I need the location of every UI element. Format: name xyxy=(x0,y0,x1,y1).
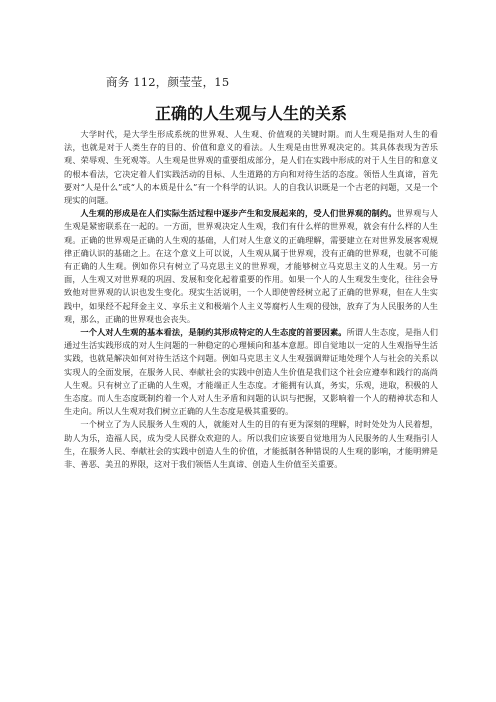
paragraph-text: 一个树立了为人民服务人生观的人，就能对人生的目的有更为深刻的理解，时时处处为人民着想，助人为乐，造福人民，成为受人民群众欢迎的人。所以我们应该要自觉地用为人民服务的人生观指引人生，在服务人民、奉献社会的实践中创造人生的价值，才能抵制各种错误的人生观的影响，才能明辨是非、善恶、美丑的界限，这对于我们领悟人生真谛、创造人生价值至关重要。 xyxy=(64,419,438,470)
document-title: 正确的人生观与人生的关系 xyxy=(154,104,347,123)
document-body xyxy=(64,128,438,471)
paragraph-1 xyxy=(64,128,438,207)
paragraph-text: 所谓人生态度，是指人们通过生活实践形成的对人生问题的一种稳定的心理倾向和基本意愿。即自觉地以一定的人生观指导生活实践，也就是解决如何对待生活这个问题。例如马克思主义人生观强调辩证地处理个人与社会的关系以实现人的全面发展，在服务人民、奉献社会的实践中创造人生价值是我们这个社会应遵奉和践行的高尚人生观。只有树立了正确的人生观，才能端正人生态度。才能拥有认真，务实，乐观，进取，积极的人生态度。而人生态度既制约着一个人对人生矛盾和问题的认识与把握，又影响着一个人的精神状态和人生走向。所以人生观对我们树立正确的人生态度是极其重要的。 xyxy=(64,327,438,417)
paragraph-3 xyxy=(64,326,438,418)
paragraph-lead: 人生观的形成是在人们实际生活过程中逐步产生和发展起来的，受人们世界观的制约。 xyxy=(80,208,397,219)
paragraph-lead: 一个人对人生观的基本看法，是制约其形成特定的人生态度的首要因素。 xyxy=(80,327,347,338)
paragraph-4 xyxy=(64,418,438,471)
paragraph-text: 世界观与人生观是紧密联系在一起的。一方面，世界观决定人生观，我们有什么样的世界观，就会有什么样的人生观。正确的世界观是正确的人生观的基础，人们对人生意义的正确理解，需要建立在对世界发展客观规律正确认识的基础之上。在这个意义上可以说，人生观从属于世界观，没有正确的世界观，也就不可能有正确的人生观。例如你只有树立了马克思主义的世界观，才能够树立马克思主义的人生观。另一方面，人生观又对世界观的巩固、发展和变化起着重要的作用。如果一个人的人生观发生变化，往往会导致他对世界观的认识也发生变化。现实生活说明，一个人即使曾经树立起了正确的世界观，但在人生实践中，如果经不起拜金主义、享乐主义和极端个人主义等腐朽人生观的侵蚀，放弃了为人民服务的人生观，那么，正确的世界观也会丧失。 xyxy=(64,208,438,324)
author-line: 商务 112，颜莹莹，15 xyxy=(106,75,230,89)
paragraph-2 xyxy=(64,207,438,326)
paragraph-text: 大学时代，是大学生形成系统的世界观、人生观、价值观的关键时期。而人生观是指对人生的看法，也就是对于人类生存的目的、价值和意义的看法。人生观是由世界观决定的。其具体表现为苦乐观、荣辱观、生死观等。人生观是世界观的重要组成部分，是人们在实践中形成的对于人生目的和意义的根本看法，它决定着人们实践活动的目标、人生道路的方向和对待生活的态度。领悟人生真谛，首先要对“人是什么”或“人的本质是什么”有一个科学的认识。人的自我认识既是一个古老的问题，又是一个现实的问题。 xyxy=(64,129,438,206)
